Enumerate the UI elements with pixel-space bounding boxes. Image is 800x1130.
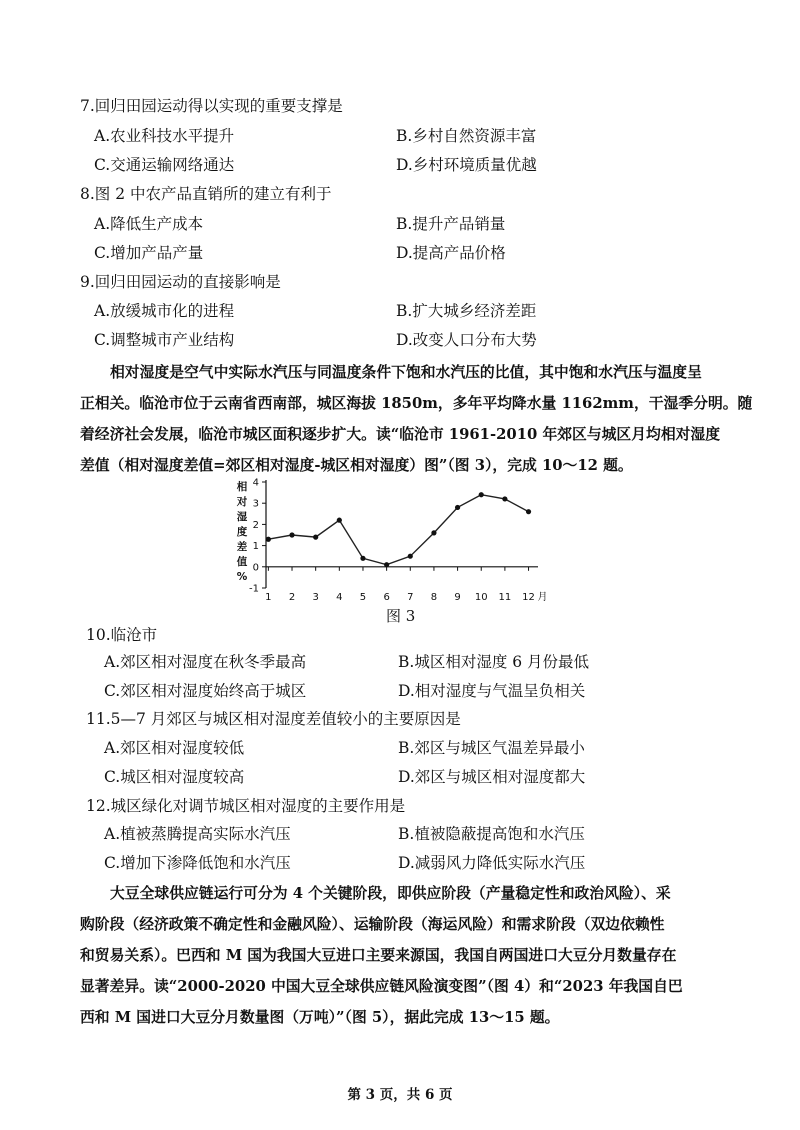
- x-tick-label: 5: [359, 592, 367, 603]
- passage-soybean-line: 大豆全球供应链运行可分为 4 个关键阶段，即供应阶段（产量稳定性和政治风险）、采: [110, 885, 671, 902]
- y-tick-label: 2: [252, 519, 259, 531]
- x-tick-label: 8: [430, 592, 438, 603]
- x-tick-label: 2: [288, 592, 296, 603]
- q9-option-d: D.改变人口分布大势: [396, 331, 537, 349]
- data-point: [289, 532, 294, 537]
- y-label-char: 差: [236, 541, 248, 553]
- q9-option-b: B.扩大城乡经济差距: [396, 302, 537, 320]
- x-tick-label: 10: [474, 592, 488, 603]
- x-tick-label: 7: [407, 592, 414, 603]
- q10-stem: 10.临沧市: [86, 626, 158, 644]
- data-point: [384, 562, 389, 567]
- y-label-char: 湿: [236, 511, 248, 523]
- q8-option-b: B.提升产品销量: [396, 215, 506, 233]
- x-tick-label: 4: [336, 592, 343, 603]
- series-line: [268, 495, 528, 565]
- y-ticks: [249, 478, 266, 595]
- q7-option-b: B.乡村自然资源丰富: [396, 127, 537, 145]
- q8-option-d: D.提高产品价格: [396, 244, 506, 262]
- figure3-chart: [228, 474, 558, 614]
- data-point: [408, 554, 413, 559]
- x-tick-label: 1: [265, 592, 272, 603]
- passage-humidity-line: 相对湿度是空气中实际水汽压与同温度条件下饱和水汽压的比值，其中饱和水汽压与温度呈: [110, 364, 702, 381]
- data-points: [266, 492, 531, 567]
- figure3-caption: 图 3: [386, 607, 416, 625]
- passage-soybean-line: 显著差异。读“2000-2020 中国大豆全球供应链风险演变图”（图 4）和“2023 年我国自巴: [80, 978, 683, 995]
- passage-humidity-line: 着经济社会发展，临沧市城区面积逐步扩大。读“临沧市 1961-2010 年郊区与城区月均相对湿度: [80, 426, 721, 443]
- y-tick-label: 3: [252, 498, 259, 510]
- y-tick-label: 0: [252, 562, 259, 574]
- y-label-char: 度: [236, 526, 248, 538]
- y-label-char: 相: [236, 481, 248, 493]
- q7-option-d: D.乡村环境质量优越: [396, 156, 537, 174]
- q11-option-a: A.郊区相对湿度较低: [104, 739, 245, 757]
- q10-option-b: B.城区相对湿度 6 月份最低: [398, 653, 590, 671]
- q11-option-b: B.郊区与城区气温差异最小: [398, 739, 585, 757]
- y-label-char: %: [236, 571, 248, 583]
- q11-option-c: C.城区相对湿度较高: [104, 768, 245, 786]
- passage-humidity-line: 差值（相对湿度差值=郊区相对湿度-城区相对湿度）图”（图 3），完成 10～12 题。: [80, 457, 633, 474]
- q11-option-d: D.郊区与城区相对湿度都大: [398, 768, 586, 786]
- passage-soybean-line: 购阶段（经济政策不确定性和金融风险）、运输阶段（海运风险）和需求阶段（双边依赖性: [80, 916, 665, 933]
- q10-option-d: D.相对湿度与气温呈负相关: [398, 682, 586, 700]
- x-tick-label: 11: [498, 592, 512, 603]
- y-tick-label: 1: [252, 541, 259, 553]
- data-point: [337, 518, 342, 523]
- passage-humidity: [80, 357, 753, 481]
- data-point: [313, 535, 318, 540]
- q9-stem: 9.回归田园运动的直接影响是: [80, 273, 281, 291]
- x-ticks: [265, 567, 535, 603]
- x-tick-label: 3: [312, 592, 319, 603]
- passage-soybean: [80, 878, 730, 1033]
- x-tick-label: 12: [522, 592, 535, 603]
- data-point: [526, 509, 531, 514]
- q8-stem: 8.图 2 中农产品直销所的建立有利于: [80, 185, 332, 203]
- x-axis-unit: 月: [537, 592, 548, 603]
- data-point: [502, 496, 507, 501]
- passage-soybean-line: 和贸易关系）。巴西和 M 国为我国大豆进口主要来源国，我国自两国进口大豆分月数量存在: [80, 947, 677, 964]
- q12-option-d: D.减弱风力降低实际水汽压: [398, 854, 586, 872]
- q10-option-a: A.郊区相对湿度在秋冬季最高: [104, 653, 307, 671]
- data-point: [266, 537, 271, 542]
- data-point: [479, 492, 484, 497]
- data-point: [360, 556, 365, 561]
- q9-option-a: A.放缓城市化的进程: [94, 302, 235, 320]
- x-tick-label: 6: [383, 592, 390, 603]
- page-footer: 第 3 页，共 6 页: [347, 1087, 453, 1103]
- y-tick-label: -1: [249, 583, 259, 595]
- q12-option-b: B.植被隐蔽提高饱和水汽压: [398, 825, 585, 843]
- q12-option-c: C.增加下渗降低饱和水汽压: [104, 854, 291, 872]
- y-tick-label: 4: [252, 477, 259, 489]
- passage-soybean-line: 西和 M 国进口大豆分月数量图（万吨）”（图 5），据此完成 13～15 题。: [80, 1009, 560, 1026]
- passage-humidity-line: 正相关。临沧市位于云南省西南部，城区海拔 1850m，多年平均降水量 1162mm，干湿季分明。随: [80, 395, 753, 412]
- q9-option-c: C.调整城市产业结构: [94, 331, 235, 349]
- q7-stem: 7.回归田园运动得以实现的重要支撑是: [80, 97, 343, 115]
- q12-option-a: A.植被蒸腾提高实际水汽压: [104, 825, 291, 843]
- q10-option-c: C.郊区相对湿度始终高于城区: [104, 682, 307, 700]
- q8-option-c: C.增加产品产量: [94, 244, 204, 262]
- y-axis-label: [236, 480, 248, 583]
- q7-option-c: C.交通运输网络通达: [94, 156, 235, 174]
- q7-option-a: A.农业科技水平提升: [94, 127, 235, 145]
- y-label-char: 对: [236, 496, 248, 508]
- q12-stem: 12.城区绿化对调节城区相对湿度的主要作用是: [86, 797, 406, 815]
- q11-stem: 11.5—7 月郊区与城区相对湿度差值较小的主要原因是: [86, 710, 461, 728]
- y-label-char: 值: [236, 556, 248, 568]
- data-point: [431, 530, 436, 535]
- x-tick-label: 9: [454, 592, 461, 603]
- data-point: [455, 505, 460, 510]
- q8-option-a: A.降低生产成本: [94, 215, 204, 233]
